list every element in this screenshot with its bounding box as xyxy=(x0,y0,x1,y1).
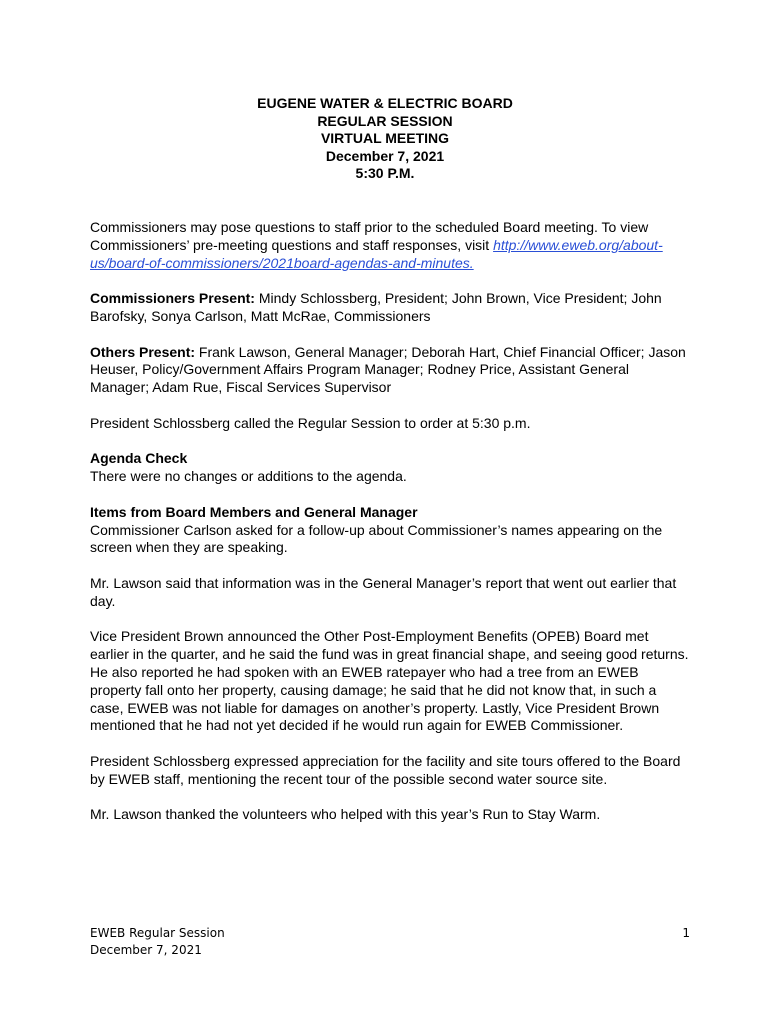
items-paragraph-3: Vice President Brown announced the Other Post-Employment Benefits (OPEB) Board met earlier in the quarter, and he said the fund was in great financial shape, and seeing good returns. He also reported he had spoken with an EWEB ratepayer who had a tree from an EWEB property fall onto her property, causing damage; he said that he did not know that, in such a case, EWEB was not liable for damages on another’s property. Lastly, Vice President Brown mentioned that he had not yet decided if he would run again for EWEB Commissioner. xyxy=(90,628,689,734)
board-agendas-link[interactable]: http://www.eweb.org/about-us/board-of-commissioners/2021board-agendas-and-minutes. xyxy=(90,236,663,271)
agenda-check-text: There were no changes or additions to the agenda. xyxy=(90,468,407,485)
agenda-check-heading: Agenda Check xyxy=(90,450,188,467)
footer-left xyxy=(90,925,690,959)
commissioners-present-paragraph xyxy=(90,290,690,326)
items-paragraph-1: Commissioner Carlson asked for a follow-up about Commissioner’s names appearing on the screen when they are speaking. xyxy=(90,521,663,556)
header-date: December 7, 2021 xyxy=(325,147,445,164)
document-body xyxy=(90,219,690,842)
others-present-text: Frank Lawson, General Manager; Deborah Hart, Chief Financial Officer; Jason Heuser, Policy/Government Affairs Program Manager; Rodney Price, Assistant General Manager; Adam Rue, Fiscal Services Supervisor xyxy=(90,343,686,396)
footer-session-name: EWEB Regular Session xyxy=(90,926,225,940)
items-heading: Items from Board Members and General Manager xyxy=(90,503,418,520)
items-paragraph-2: Mr. Lawson said that information was in the General Manager’s report that went out earlier that day. xyxy=(90,574,677,609)
page-number: 1 xyxy=(682,926,690,940)
intro-text: Commissioners may pose questions to staff prior to the scheduled Board meeting. To view Commissioners’ pre-meeting questions and staff responses, visit xyxy=(90,219,649,253)
header-time: 5:30 P.M. xyxy=(355,165,415,181)
items-section-first xyxy=(90,504,690,557)
items-paragraph-4: President Schlossberg expressed appreciation for the facility and site tours offered to the Board by EWEB staff, mentioning the recent tour of the possible second water source site. xyxy=(90,752,681,787)
others-present-label: Others Present: xyxy=(90,343,196,360)
header-meeting-format: VIRTUAL MEETING xyxy=(320,130,450,146)
page-footer xyxy=(90,925,690,959)
commissioners-present-label: Commissioners Present: xyxy=(90,290,255,307)
commissioners-present-text: Mindy Schlossberg, President; John Brown, Vice President; John Barofsky, Sonya Carlson, Matt McRae, Commissioners xyxy=(90,290,662,324)
header-org-name: EUGENE WATER & ELECTRIC BOARD xyxy=(257,95,513,111)
header-session-type: REGULAR SESSION xyxy=(317,112,453,129)
document-header xyxy=(0,95,770,183)
call-to-order-paragraph: President Schlossberg called the Regular Session to order at 5:30 p.m. xyxy=(90,414,531,431)
intro-paragraph xyxy=(90,219,690,272)
agenda-check-section xyxy=(90,450,690,486)
footer-date: December 7, 2021 xyxy=(90,943,202,957)
others-present-paragraph xyxy=(90,344,690,397)
items-paragraph-5: Mr. Lawson thanked the volunteers who helped with this year’s Run to Stay Warm. xyxy=(90,806,601,823)
